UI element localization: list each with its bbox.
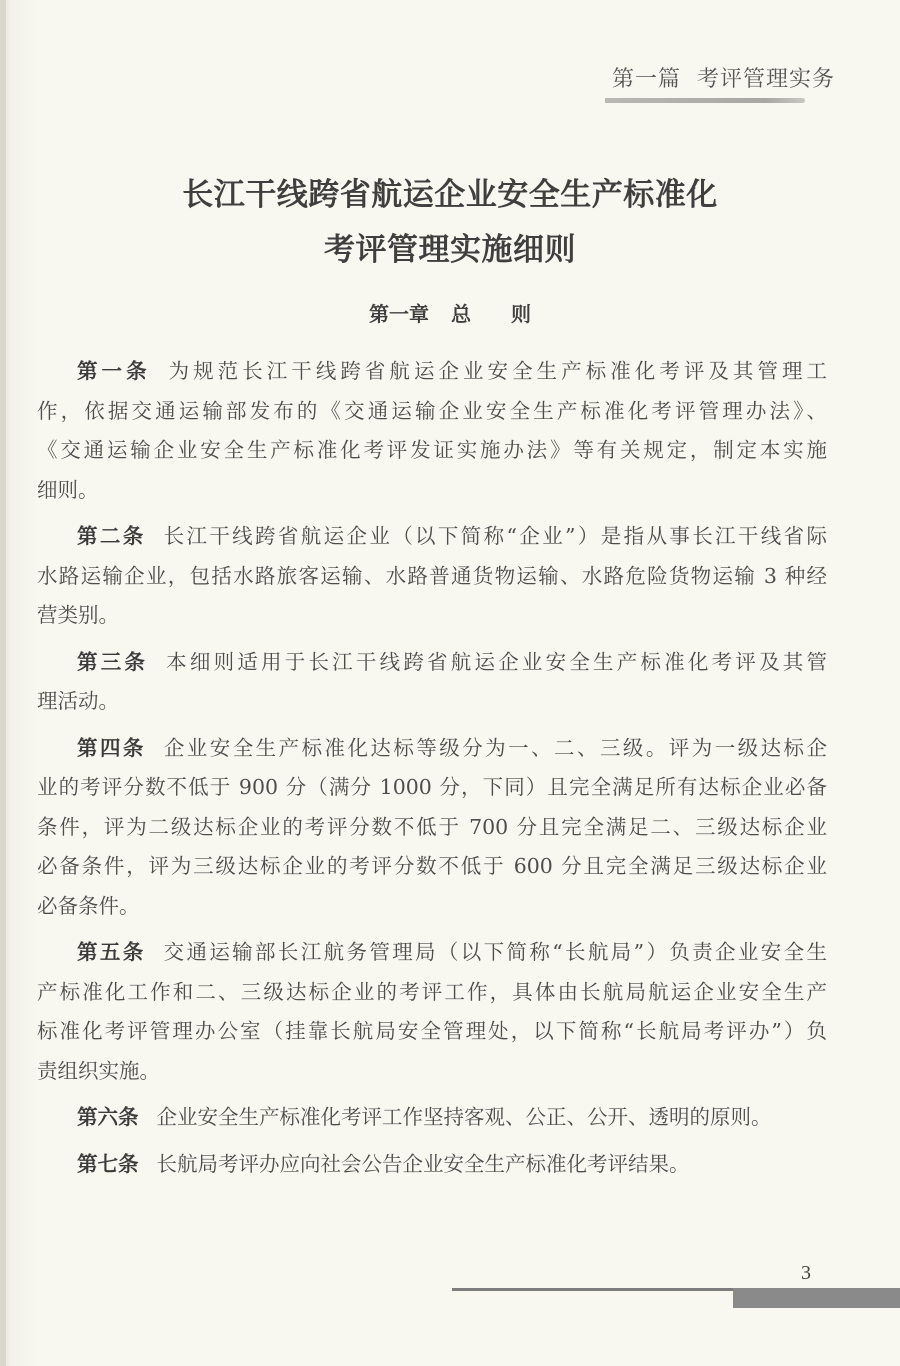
chapter-name-part-2: 则: [511, 302, 531, 326]
article-text-line: 作，依据交通运输部发布的《交通运输企业安全生产标准化考评管理办法》、: [37, 398, 827, 423]
footer-rule-thin: [452, 1288, 734, 1291]
article-label: 第七条: [77, 1151, 139, 1176]
article-text-line: 责组织实施。: [37, 1058, 160, 1083]
chapter-number: 第一章: [369, 302, 429, 326]
article-text-line: 交通运输部长江航务管理局（以下简称“长航局”）负责企业安全生: [163, 940, 828, 964]
chapter-name-part-1: 总: [451, 302, 471, 326]
article-text-line: 理活动。: [37, 689, 119, 713]
article-label: 第四条: [77, 735, 146, 760]
article-3: [37, 643, 827, 722]
article-label: 第一条: [77, 359, 151, 383]
article-6: [37, 1098, 827, 1138]
article-text-line: 产标准化工作和二、三级达标企业的考评工作，具体由长航局航运企业安全生产: [37, 979, 827, 1004]
chapter-heading: [0, 298, 900, 327]
running-header-part: 第一篇: [612, 67, 682, 92]
article-label: 第五条: [77, 940, 146, 964]
article-text-line: 必备条件，评为三级达标企业的考评分数不低于 600 分且完全满足三级达标企业: [37, 854, 827, 878]
article-text-line: 为规范长江干线跨省航运企业安全生产标准化考评及其管理工: [168, 359, 828, 383]
article-text-line: 业的考评分数不低于 900 分（满分 1000 分，下同）且完全满足所有达标企业必备: [37, 775, 827, 799]
article-text-line: 标准化考评管理办公室（挂靠长航局安全管理处，以下简称“长航局考评办”）负: [37, 1019, 827, 1043]
footer-rule-thick: [733, 1288, 900, 1308]
article-text-line: 必备条件。: [37, 893, 140, 918]
document-title-line-1: 长江干线跨省航运企业安全生产标准化: [182, 177, 718, 213]
body-text: [37, 352, 827, 1191]
article-label: 第二条: [77, 524, 146, 548]
article-text-line: 《交通运输企业安全生产标准化考评发证实施办法》等有关规定，制定本实施: [37, 438, 827, 462]
article-text-line: 营类别。: [37, 603, 119, 627]
article-text-line: 本细则适用于长江干线跨省航运企业安全生产标准化考评及其管: [166, 649, 828, 674]
article-1: [37, 352, 827, 510]
article-4: [37, 729, 827, 927]
article-text-line: 水路运输企业，包括水路旅客运输、水路普通货物运输、水路危险货物运输 3 种经: [37, 563, 827, 588]
document-title: [0, 168, 900, 278]
article-label: 第六条: [77, 1105, 139, 1129]
article-text-line: 企业安全生产标准化考评工作坚持客观、公正、公开、透明的原则。: [156, 1105, 772, 1129]
article-7: [37, 1145, 827, 1185]
article-text-line: 长航局考评办应向社会公告企业安全生产标准化考评结果。: [156, 1151, 690, 1176]
article-2: [37, 517, 827, 636]
article-text-line: 条件，评为二级达标企业的考评分数不低于 700 分且完全满足二、三级达标企业: [37, 814, 827, 839]
article-text-line: 企业安全生产标准化达标等级分为一、二、三级。评为一级达标企: [163, 735, 828, 760]
article-5: [37, 933, 827, 1091]
article-label: 第三条: [77, 649, 149, 674]
running-header: [612, 62, 835, 93]
page-number: 3: [801, 1262, 811, 1284]
article-text-line: 长江干线跨省航运企业（以下简称“企业”）是指从事长江干线省际: [163, 524, 828, 548]
running-header-section: 考评管理实务: [697, 67, 836, 92]
document-title-line-2: 考评管理实施细则: [324, 232, 576, 268]
header-rule: [605, 98, 805, 103]
article-text-line: 细则。: [37, 477, 99, 502]
